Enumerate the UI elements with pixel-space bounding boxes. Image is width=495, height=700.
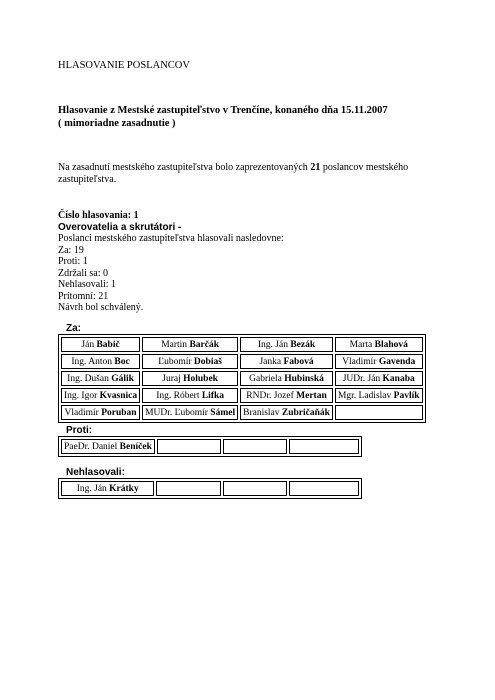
za-row (61, 388, 423, 403)
nehlasovali-row (61, 481, 359, 496)
name-cell (156, 481, 220, 496)
first-name: Ing. Igor (64, 390, 100, 401)
intro-text-pre: Na zasadnutí mestského zastupiteľstva bolo zaprezentovaných (58, 162, 311, 173)
name-cell (335, 388, 423, 403)
first-name: Mgr. Ladislav (337, 390, 394, 401)
name-cell (223, 481, 287, 496)
name-cell (335, 405, 423, 420)
surname: Kanaba (382, 373, 415, 384)
surname: Gavenda (378, 356, 416, 367)
surname: Babič (96, 339, 120, 350)
page-title: HLASOVANIE POSLANCOV (58, 60, 190, 71)
proti-row (61, 439, 359, 454)
first-name: Juraj (162, 373, 184, 384)
name-cell (289, 481, 359, 496)
surname: Blahová (374, 339, 408, 350)
first-name: Ján (81, 339, 97, 350)
za-row (61, 337, 423, 352)
first-name: Vladimír (64, 407, 102, 418)
name-cell (335, 371, 423, 386)
surname: Pavlík (393, 390, 420, 401)
name-cell (142, 354, 238, 369)
intro-count: 21 (310, 162, 321, 173)
surname: Dobiaš (193, 356, 222, 367)
first-name: Ing. Ján (257, 339, 291, 350)
surname: Sámel (210, 407, 236, 418)
surname: Hubinská (284, 373, 324, 384)
surname: Holubek (183, 373, 218, 384)
intro-text-line2: zastupiteľstva. (58, 173, 117, 185)
vote-number: Číslo hlasovania: 1 (58, 210, 139, 221)
result-za: Za: 19 (58, 244, 84, 256)
name-cell (240, 354, 333, 369)
proti-table (58, 436, 362, 457)
nehlasovali-label: Nehlasovali: (66, 467, 125, 478)
first-name: Martin (161, 339, 190, 350)
result-nehlasovali: Nehlasovali: 1 (58, 279, 117, 290)
name-cell (157, 439, 221, 454)
intro-text-post: poslancov mestského (320, 162, 409, 173)
name-cell (240, 371, 333, 386)
surname: Fabová (283, 356, 314, 367)
surname: Beníček (119, 441, 152, 452)
name-cell (335, 337, 423, 352)
name-cell (240, 405, 333, 420)
vote-intro: Poslanci mestského zastupiteľstva hlasovali nasledovne: (58, 233, 284, 244)
za-row (61, 354, 423, 369)
name-cell (61, 354, 140, 369)
first-name: JUDr. Ján (342, 373, 383, 384)
surname: Poruban (101, 407, 137, 418)
header-line-1: Hlasovanie z Mestské zastupiteľstvo v Trenčíne, konaného dňa 15.11.2007 (58, 105, 388, 116)
name-cell (240, 388, 333, 403)
za-label: Za: (66, 323, 81, 334)
surname: Mertan (296, 390, 327, 401)
vote-block (58, 210, 284, 314)
name-cell (289, 439, 359, 454)
result-proti: Proti: 1 (58, 256, 88, 267)
name-cell (240, 337, 333, 352)
result-zdrzali: Zdržali sa: 0 (58, 267, 108, 279)
first-name: Ing. Anton (71, 356, 115, 367)
name-cell (223, 439, 287, 454)
name-cell (142, 371, 238, 386)
first-name: Gabriela (249, 373, 285, 384)
name-cell (61, 481, 154, 496)
header-line-2: ( mimoriadne zasadnutie ) (58, 118, 176, 129)
za-table (58, 334, 426, 423)
name-cell (61, 405, 140, 420)
first-name: Marta (349, 339, 375, 350)
surname: Kvasnica (99, 390, 138, 401)
first-name: MUDr. Ľubomír (145, 407, 211, 418)
proti-label: Proti: (66, 425, 93, 436)
result-pritomni: Prítomní: 21 (58, 290, 109, 302)
first-name: Ing. Róbert (156, 390, 202, 401)
surname: Barčák (189, 339, 219, 350)
name-cell (61, 388, 140, 403)
first-name: Vladimír (342, 356, 379, 367)
first-name: Ing. Ján (76, 483, 110, 494)
vote-subject: Overovatelia a skrutátori - (58, 221, 182, 233)
name-cell (61, 337, 140, 352)
surname: Gálik (111, 373, 134, 384)
name-cell (142, 405, 238, 420)
first-name: PaeDr. Daniel (64, 441, 120, 452)
surname: Krátky (109, 483, 139, 494)
first-name: Ing. Dušan (67, 373, 112, 384)
result-outcome: Návrh bol schválený. (58, 302, 144, 313)
surname: Lifka (201, 390, 225, 401)
intro-paragraph (58, 162, 408, 185)
first-name: Ľubomír (158, 356, 194, 367)
surname: Bezák (290, 339, 316, 350)
surname: Boc (114, 356, 130, 367)
first-name: Janka (259, 356, 284, 367)
name-cell (142, 388, 238, 403)
nehlasovali-table (58, 478, 362, 499)
first-name: Branislav (243, 407, 282, 418)
za-row (61, 405, 423, 420)
name-cell (335, 354, 423, 369)
name-cell (61, 439, 155, 454)
za-row (61, 371, 423, 386)
name-cell (142, 337, 238, 352)
first-name: RNDr. Jozef (246, 390, 297, 401)
name-cell (61, 371, 140, 386)
surname: Zubričaňák (281, 407, 330, 418)
